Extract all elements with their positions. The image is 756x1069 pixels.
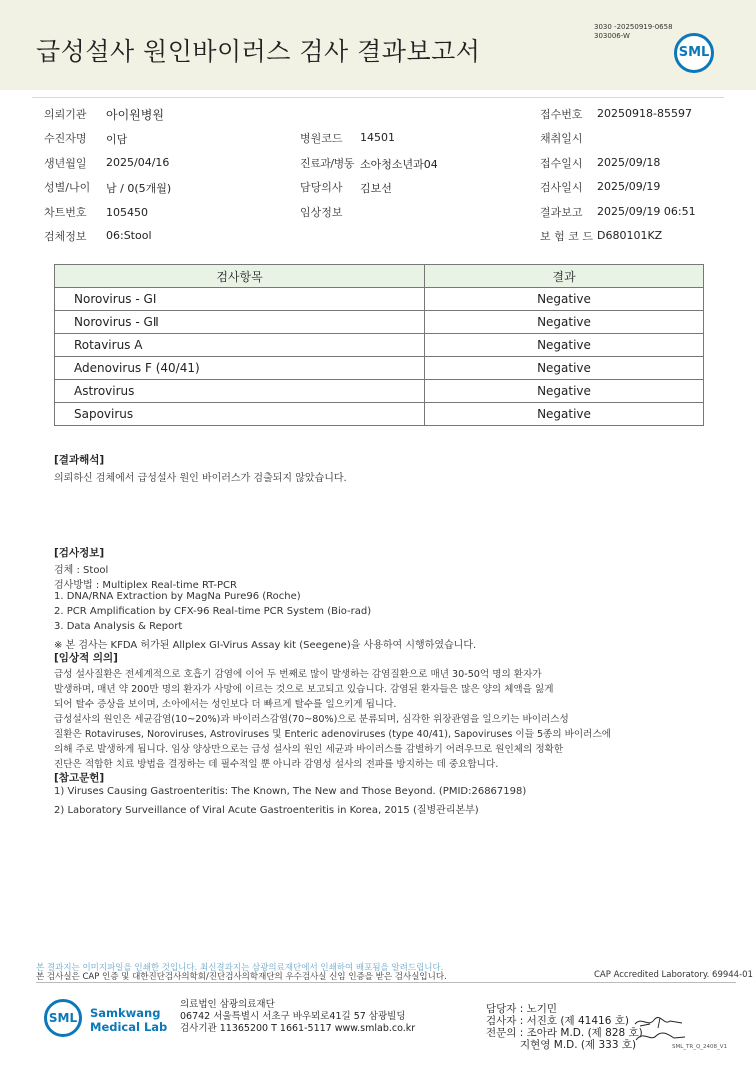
document-id-line-1: 3030 -20250919-0658 (594, 23, 673, 31)
organization-name-line-1: Samkwang (90, 1006, 161, 1020)
test-item-cell: Norovirus - GⅠ (55, 288, 425, 311)
test-item-cell: Norovirus - GⅡ (55, 311, 425, 334)
sml-logo-icon (674, 33, 714, 73)
test-info-line: 1. DNA/RNA Extraction by MagNa Pure96 (Roche) (54, 591, 301, 602)
test-info-line: 2. PCR Amplification by CFX-96 Real-time PCR System (Bio-rad) (54, 606, 372, 617)
value-department-ward: 소아청소년과04 (360, 158, 438, 171)
form-id: SML_TR_Q_2408_V1 (672, 1044, 728, 1050)
test-info-line: 검체 : Stool (54, 565, 109, 576)
test-info-line: 검사방법 : Multiplex Real-time RT-PCR (54, 580, 237, 591)
clinical-line: 되어 탈수 증상을 보이며, 소아에서는 성인보다 더 빠르게 탈수를 일으키게 됩니다. (54, 699, 397, 710)
value-requesting-institution: 아이원병원 (106, 108, 164, 122)
test-item-cell: Adenovirus F (40/41) (55, 357, 425, 380)
value-accession-number: 20250918-85597 (597, 107, 692, 120)
clinical-line: 발생하며, 매년 약 200만 명의 환자가 사망에 이르는 것으로 보고되고 있습니다. 감염된 환자들은 많은 양의 체액을 잃게 (54, 684, 554, 695)
value-sex-age: 남 / 0(5개월) (106, 182, 172, 195)
interpretation-text: 의뢰하신 검체에서 급성설사 원인 바이러스가 검출되지 않았습니다. (54, 473, 347, 484)
label-report-datetime: 결과보고 (540, 206, 583, 219)
interpretation-heading: [결과해석] (54, 454, 105, 466)
value-report-datetime: 2025/09/19 06:51 (597, 205, 696, 218)
logo-text: SML (678, 45, 710, 60)
result-cell: Negative (425, 403, 704, 426)
results-header-row (55, 265, 704, 288)
references-heading: [참고문헌] (54, 772, 105, 784)
value-hospital-code: 14501 (360, 131, 395, 144)
organization-name (90, 1006, 167, 1034)
footer-divider (36, 982, 736, 983)
column-header-test-item: 검사항목 (55, 265, 425, 288)
document-id (594, 23, 673, 41)
label-department-ward: 진료과/병동 (300, 157, 354, 170)
organization-name-line-2: Medical Lab (90, 1020, 168, 1034)
result-cell: Negative (425, 380, 704, 403)
table-row (55, 380, 704, 403)
clinical-line: 의해 주로 발생하게 됩니다. 임상 양상만으로는 급성 설사의 원인 세균과 바이러스를 감별하기 어려우므로 원인체의 정확한 (54, 744, 564, 755)
test-item-cell: Rotavirus A (55, 334, 425, 357)
reference-item: 1) Viruses Causing Gastroenteritis: The Known, The New and Those Beyond. (PMID:26867198) (54, 786, 527, 797)
label-received-datetime: 접수일시 (540, 157, 583, 170)
label-patient-name: 수진자명 (44, 132, 87, 145)
test-info-note: ※ 본 검사는 KFDA 허가된 Allplex GI-Virus Assay kit (Seegene)을 사용하여 시행하였습니다. (54, 640, 477, 651)
result-cell: Negative (425, 288, 704, 311)
label-chart-number: 차트번호 (44, 206, 87, 219)
column-header-result: 결과 (425, 265, 704, 288)
table-row (55, 288, 704, 311)
results-table (54, 264, 704, 426)
label-clinical-info: 임상정보 (300, 206, 343, 219)
value-physician: 김보선 (360, 182, 392, 195)
staff-specialist: 전문의 : 조아라 M.D. (제 828 호) (486, 1027, 643, 1039)
label-sex-age: 성별/나이 (44, 181, 91, 194)
signature-icon (630, 1012, 690, 1046)
organization-line: 의료법인 삼광의료재단 (180, 999, 275, 1010)
label-hospital-code: 병원코드 (300, 132, 343, 145)
value-test-datetime: 2025/09/19 (597, 180, 661, 193)
value-insurance-code: D680101KZ (597, 229, 663, 242)
clinical-line: 급성설사의 원인은 세균감염(10~20%)과 바이러스감염(70~80%)으로 분류되며, 심각한 위장관염을 일으키는 바이러스성 (54, 714, 569, 725)
test-item-cell: Sapovirus (55, 403, 425, 426)
table-row (55, 334, 704, 357)
table-row (55, 403, 704, 426)
clinical-line: 진단은 적합한 치료 방법을 결정하는 데 필수적일 뿐 아니라 감염성 설사의 전파를 방지하는 데 중요합니다. (54, 759, 499, 770)
value-specimen-info: 06:Stool (106, 229, 152, 242)
result-cell: Negative (425, 311, 704, 334)
test-info-line: 3. Data Analysis & Report (54, 621, 183, 632)
staff-specialist-2: 지현영 M.D. (제 333 호) (520, 1039, 637, 1051)
result-cell: Negative (425, 334, 704, 357)
result-cell: Negative (425, 357, 704, 380)
footer-logo-text: SML (48, 1011, 78, 1025)
clinical-line: 급성 설사질환은 전세계적으로 호흡기 감염에 이어 두 번째로 많이 발생하는 감염질환으로 매년 30-50억 명의 환자가 (54, 669, 542, 680)
document-id-line-2: 303006-W (594, 32, 630, 40)
value-birth-date: 2025/04/16 (106, 156, 170, 169)
value-patient-name: 이담 (106, 133, 128, 146)
clinical-line: 질환은 Rotaviruses, Noroviruses, Astroviruses 및 Enteric adenoviruses (type 40/41), Sapoviruses 이들 5종의 바이러스에 (54, 729, 611, 740)
contact-line: 검사기관 11365200 T 1661-5117 www.smlab.co.kr (180, 1023, 416, 1034)
address-line: 06742 서울특별시 서초구 바우뫼로41길 57 삼광빌딩 (180, 1011, 406, 1022)
sml-footer-logo-icon (44, 999, 82, 1037)
label-collection-datetime: 채취일시 (540, 132, 583, 145)
label-test-datetime: 검사일시 (540, 181, 583, 194)
certification-note: 본 검사실은 CAP 인증 및 대한진단검사의학회/진단검사의학재단의 우수검사실 신임 인증을 받은 검사실입니다. (36, 972, 447, 982)
label-insurance-code: 보 험 코 드 (540, 230, 593, 243)
label-birth-date: 생년월일 (44, 157, 87, 170)
staff-manager: 담당자 : 노기민 (486, 1003, 558, 1015)
report-title: 급성설사 원인바이러스 검사 결과보고서 (36, 37, 481, 66)
value-received-datetime: 2025/09/18 (597, 156, 661, 169)
clinical-significance-heading: [임상적 의의] (54, 652, 118, 664)
table-row (55, 311, 704, 334)
print-watermark: 본 결과지는 이미지파일을 인쇄한 것입니다. 최신결과지는 삼광의료재단에서 인쇄하여 배포됨을 알려드립니다. (36, 963, 444, 973)
test-item-cell: Astrovirus (55, 380, 425, 403)
label-accession-number: 접수번호 (540, 108, 583, 121)
table-row (55, 357, 704, 380)
staff-tester: 검사자 : 서진호 (제 41416 호) (486, 1015, 629, 1027)
divider (32, 97, 724, 98)
test-info-heading: [검사정보] (54, 547, 105, 559)
value-chart-number: 105450 (106, 206, 148, 219)
cap-accreditation: CAP Accredited Laboratory. 69944-01 (594, 970, 753, 980)
label-specimen-info: 검체정보 (44, 230, 87, 243)
label-physician: 담당의사 (300, 181, 343, 194)
reference-item: 2) Laboratory Surveillance of Viral Acute Gastroenteritis in Korea, 2015 (질병관리본부) (54, 805, 479, 816)
label-requesting-institution: 의뢰기관 (44, 108, 87, 121)
